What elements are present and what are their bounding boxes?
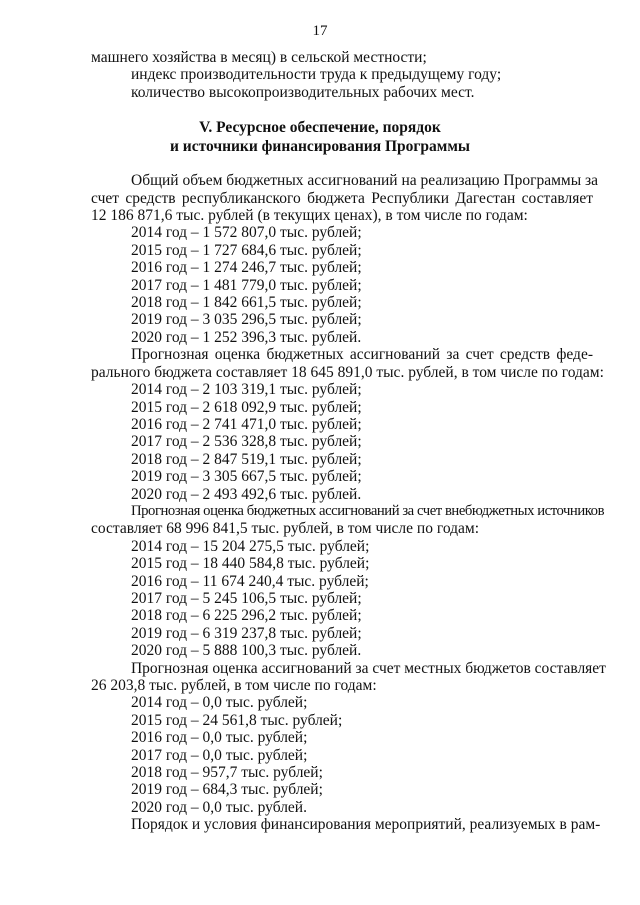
total-budget-paragraph (0, 172, 640, 224)
paragraph-line: 12 186 871,6 тыс. рублей (в текущих ценах), в том числе по годам: (91, 207, 528, 225)
page-number: 17 (312, 23, 328, 39)
year-item: 2015 год – 1 727 684,6 тыс. рублей; (131, 241, 362, 259)
paragraph-line: счет средств республиканского бюджета Республики Дагестан составляет (91, 189, 593, 207)
year-item: 2014 год – 0,0 тыс. рублей; (131, 694, 308, 712)
year-item: 2015 год – 2 618 092,9 тыс. рублей; (131, 398, 362, 416)
year-item: 2015 год – 18 440 584,8 тыс. рублей; (131, 555, 370, 573)
section-heading-line: V. Ресурсное обеспечение, порядок (199, 119, 441, 137)
paragraph-line: Общий объем бюджетных ассигнований на реализацию Программы за (131, 172, 599, 190)
year-item: 2017 год – 2 536 328,8 тыс. рублей; (131, 433, 362, 451)
extrabudget-paragraph (0, 503, 640, 538)
year-item: 2018 год – 6 225 296,2 тыс. рублей; (131, 607, 362, 625)
section-heading (0, 118, 640, 156)
extrabudget-years (0, 538, 640, 660)
year-item: 2016 год – 1 274 246,7 тыс. рублей; (131, 259, 362, 277)
year-item: 2016 год – 2 741 471,0 тыс. рублей; (131, 415, 362, 433)
paragraph-line: Прогнозная оценка ассигнований за счет местных бюджетов составляет (131, 659, 606, 677)
paragraph-line: Прогнозная оценка бюджетных ассигнований за счет средств феде- (131, 346, 593, 364)
local-budget-paragraph (0, 660, 640, 695)
year-item: 2018 год – 957,7 тыс. рублей; (131, 764, 323, 782)
year-item: 2017 год – 0,0 тыс. рублей; (131, 746, 308, 764)
federal-budget-years (0, 381, 640, 503)
year-item: 2019 год – 3 035 296,5 тыс. рублей; (131, 311, 362, 329)
paragraph-line: составляет 68 996 841,5 тыс. рублей, в том числе по годам: (91, 520, 479, 538)
intro-text (0, 49, 640, 101)
closing-line: Порядок и условия финансирования мероприятий, реализуемых в рам- (131, 816, 601, 834)
year-item: 2014 год – 1 572 807,0 тыс. рублей; (131, 224, 362, 242)
local-budget-years (0, 694, 640, 816)
intro-line: машнего хозяйства в месяц) в сельской местности; (91, 49, 427, 66)
year-item: 2019 год – 684,3 тыс. рублей; (131, 781, 323, 799)
total-budget-years (0, 224, 640, 346)
year-item: 2017 год – 5 245 106,5 тыс. рублей; (131, 589, 362, 607)
year-item: 2018 год – 2 847 519,1 тыс. рублей; (131, 450, 362, 468)
year-item: 2014 год – 15 204 275,5 тыс. рублей; (131, 537, 370, 555)
paragraph-line: рального бюджета составляет 18 645 891,0 тыс. рублей, в том числе по годам: (91, 363, 604, 381)
intro-line: индекс производительности труда к предыдущему году; (131, 66, 502, 84)
year-item: 2020 год – 5 888 100,3 тыс. рублей. (131, 642, 362, 660)
year-item: 2017 год – 1 481 779,0 тыс. рублей; (131, 276, 362, 294)
year-item: 2019 год – 6 319 237,8 тыс. рублей; (131, 624, 362, 642)
year-item: 2016 год – 0,0 тыс. рублей; (131, 729, 308, 747)
intro-line: количество высокопроизводительных рабочих мест. (131, 83, 475, 101)
paragraph-line: 26 203,8 тыс. рублей, в том числе по годам: (91, 677, 377, 694)
section-heading-line: и источники финансирования Программы (169, 138, 471, 156)
federal-budget-paragraph (0, 346, 640, 381)
paragraph-line: Прогнозная оценка бюджетных ассигнований за счет внебюджетных источников (131, 502, 605, 519)
year-item: 2016 год – 11 674 240,4 тыс. рублей; (131, 572, 369, 590)
document-body (0, 49, 640, 834)
year-item: 2014 год – 2 103 319,1 тыс. рублей; (131, 381, 362, 399)
year-item: 2020 год – 1 252 396,3 тыс. рублей. (131, 328, 362, 346)
year-item: 2019 год – 3 305 667,5 тыс. рублей; (131, 468, 362, 486)
year-item: 2020 год – 0,0 тыс. рублей. (131, 798, 307, 816)
year-item: 2018 год – 1 842 661,5 тыс. рублей; (131, 294, 362, 312)
year-item: 2015 год – 24 561,8 тыс. рублей; (131, 711, 343, 729)
year-item: 2020 год – 2 493 492,6 тыс. рублей. (131, 485, 362, 503)
